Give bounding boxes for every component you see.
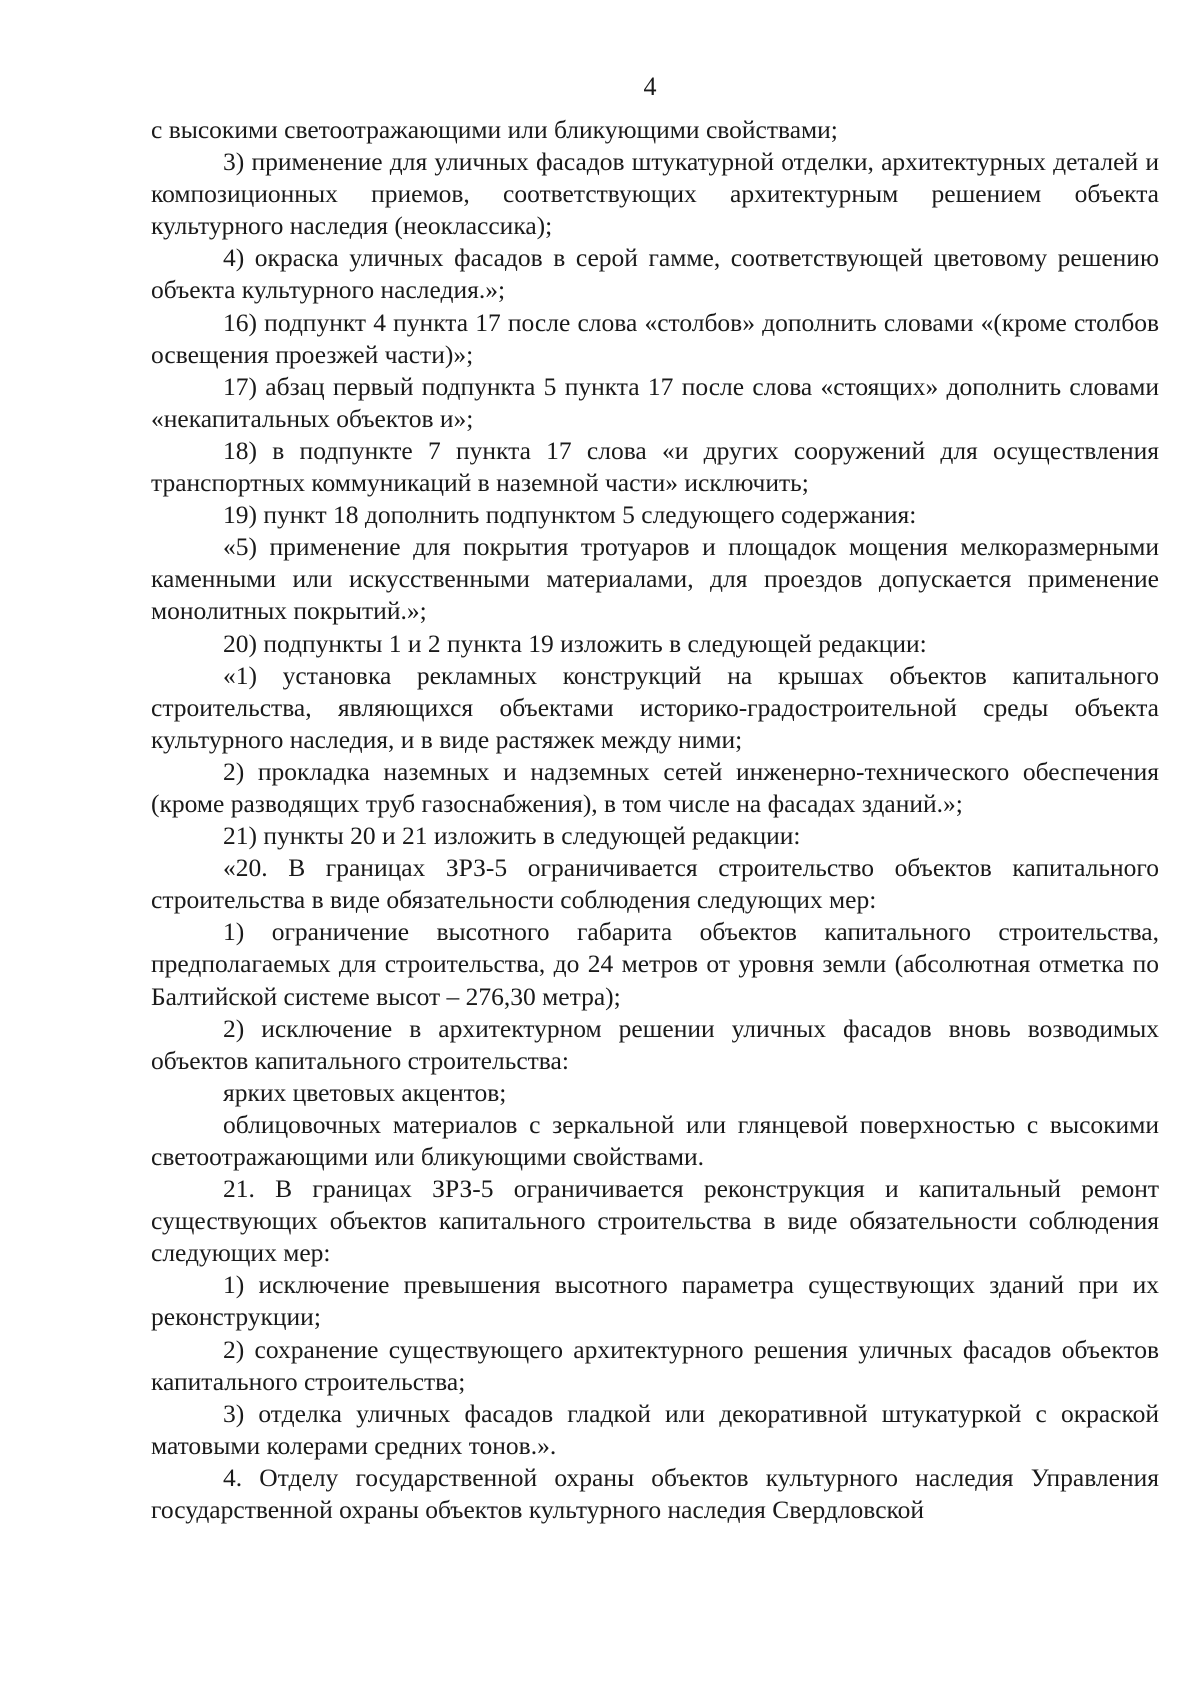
paragraph-amendment-20: 20) подпункты 1 и 2 пункта 19 изложить в следующей редакции:	[223, 628, 927, 658]
paragraph-point-20-item-1: 1) ограничение высотного габарита объектов капитального строительства, предполагаемых для строительства, до 24 метров от уровня земли (абсолютная отметка по Балтийской системе высот – 276,30 метра);	[151, 917, 1159, 1011]
paragraph-point-21-item-1: 1) исключение превышения высотного параметра существующих зданий при их реконструкции;	[151, 1270, 1159, 1332]
paragraph-amendment-19: 19) пункт 18 дополнить подпунктом 5 следующего содержания:	[223, 500, 917, 530]
paragraph-amendment-18: 18) в подпункте 7 пункта 17 слова «и других сооружений для осуществления транспортных коммуникаций в наземной части» исключить;	[151, 435, 1159, 498]
paragraph-point-21-item-3: 3) отделка уличных фасадов гладкой или декоративной штукатуркой с окраской матовыми колерами средних тонов.».	[151, 1398, 1159, 1460]
paragraph-facing-materials: облицовочных материалов с зеркальной или глянцевой поверхностью с высокими светоотражающими или бликующими свойствами.	[151, 1109, 1159, 1171]
paragraph-point-20-item-2: 2) исключение в архитектурном решении уличных фасадов вновь возводимых объектов капитального строительства:	[151, 1013, 1159, 1075]
paragraph-color-accents: ярких цветовых акцентов;	[223, 1077, 507, 1107]
paragraph-subitem-2-networks: 2) прокладка наземных и надземных сетей инженерно-технического обеспечения (кроме разводящих труб газоснабжения), в том числе на фасадах зданий.»;	[151, 756, 1159, 818]
paragraph-amendment-21: 21) пункты 20 и 21 изложить в следующей редакции:	[223, 821, 801, 851]
paragraph-point-21-item-2: 2) сохранение существующего архитектурного решения уличных фасадов объектов капитального строительства;	[151, 1334, 1159, 1396]
paragraph-section-4: 4. Отделу государственной охраны объектов культурного наследия Управления государственной охраны объектов культурного наследия Свердловской	[151, 1462, 1159, 1525]
paragraph-amendment-16: 16) подпункт 4 пункта 17 после слова «столбов» дополнить словами «(кроме столбов освещения проезжей части)»;	[151, 307, 1159, 369]
paragraph-subitem-1-advertising: «1) установка рекламных конструкций на крышах объектов капитального строительства, являющихся объектами историко-градостроительной среды объекта культурного наследия, и в виде растяжек между ними;	[151, 660, 1159, 754]
page-number: 4	[643, 72, 657, 101]
document-body	[151, 114, 1159, 1526]
paragraph-amendment-17: 17) абзац первый подпункта 5 пункта 17 после слова «стоящих» дополнить словами «некапитальных объектов и»;	[151, 371, 1159, 433]
paragraph-continuation: с высокими светоотражающими или бликующими свойствами;	[151, 115, 838, 144]
paragraph-point-21: 21. В границах ЗРЗ-5 ограничивается реконструкция и капитальный ремонт существующих объектов капитального строительства в виде обязательности соблюдения следующих мер:	[151, 1174, 1159, 1268]
paragraph-item-4-grey-color: 4) окраска уличных фасадов в серой гамме, соответствующей цветовому решению объекта культурного наследия.»;	[151, 243, 1159, 305]
paragraph-item-3-neoclassic: 3) применение для уличных фасадов штукатурной отделки, архитектурных деталей и композиционных приемов, соответствующих архитектурным решением объекта культурного наследия (неоклассика);	[151, 147, 1159, 241]
paragraph-subitem-5-paving: «5) применение для покрытия тротуаров и площадок мощения мелкоразмерными каменными или искусственными материалами, для проездов допускается применение монолитных покрытий.»;	[151, 532, 1159, 626]
paragraph-point-20: «20. В границах ЗРЗ-5 ограничивается строительство объектов капитального строительства в виде обязательности соблюдения следующих мер:	[151, 853, 1159, 915]
